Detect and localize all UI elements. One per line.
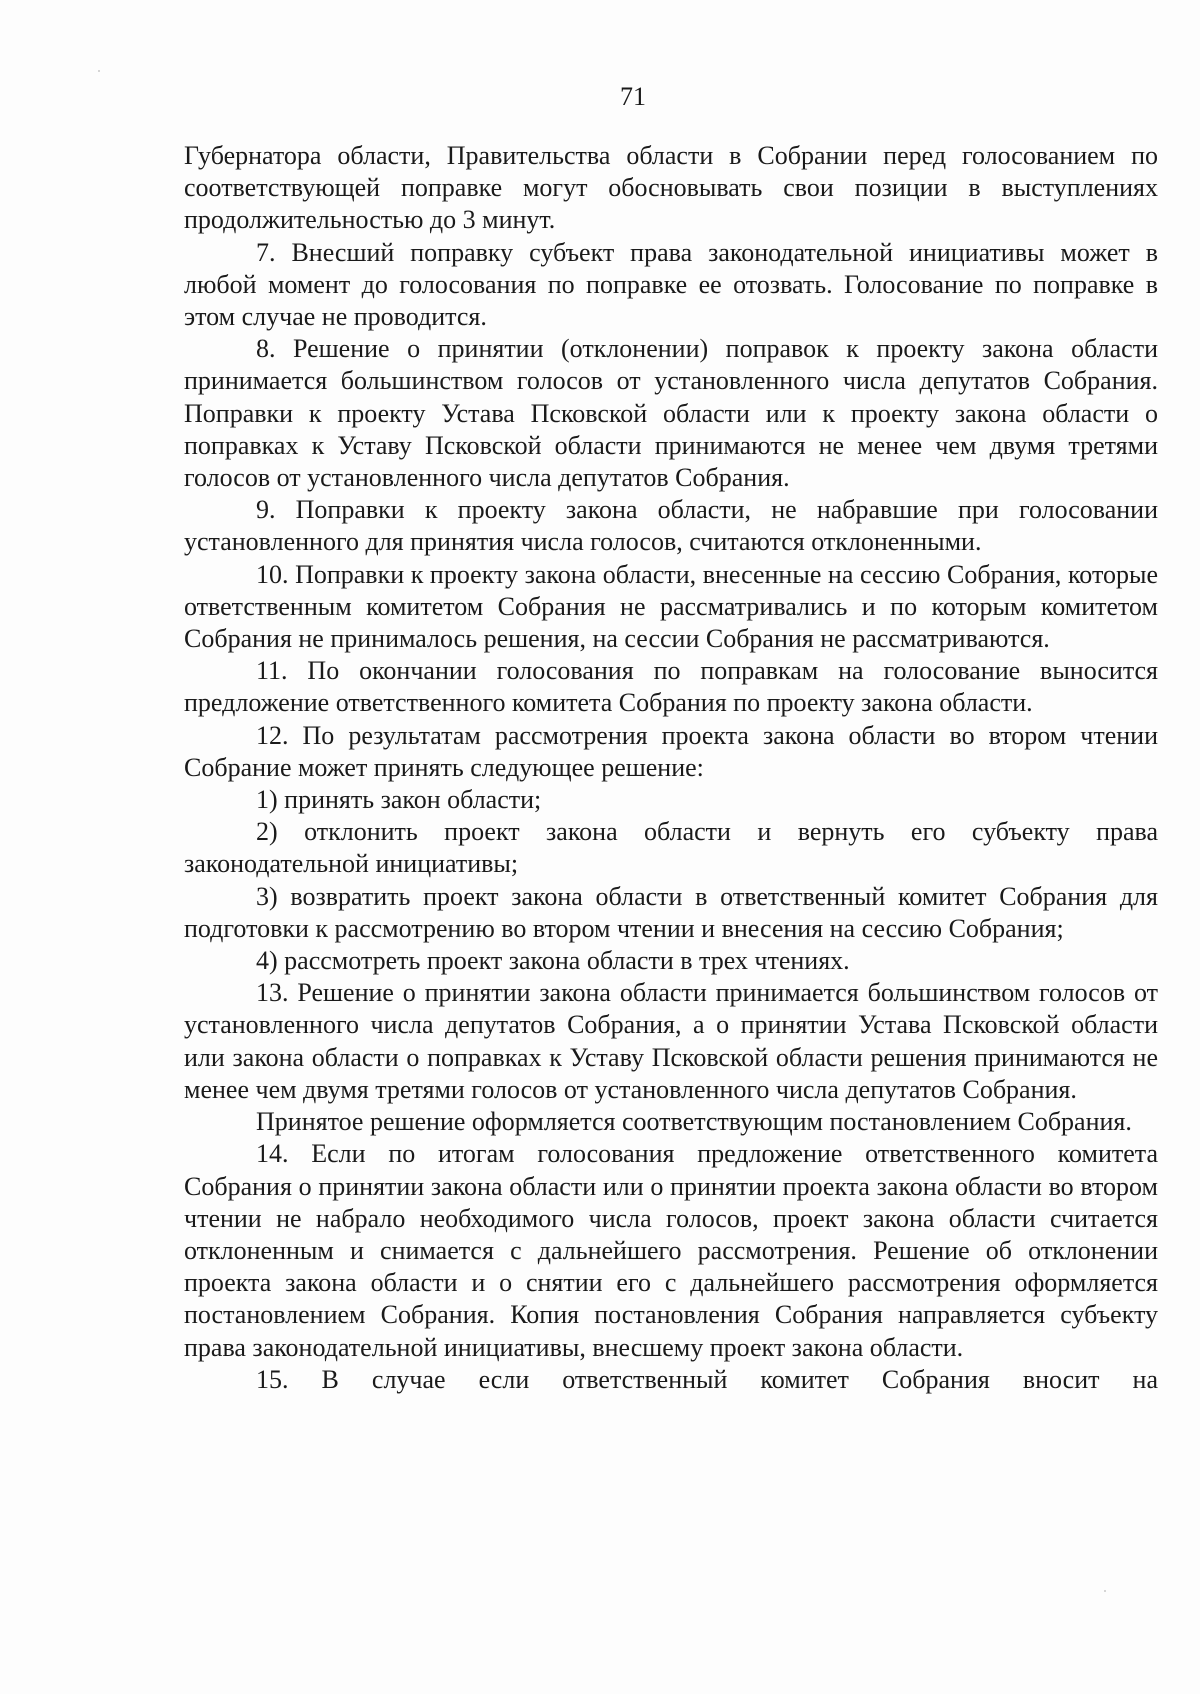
paragraph-item-13: 13. Решение о принятии закона области принимается большинством голосов от установленного числа депутатов Собрания, а о принятии Устава Псковской области или закона области о поправках к Уставу Псковской области решения принимаются не менее чем двумя третями голосов от установленного числа депутатов Собрания.	[184, 978, 1158, 1104]
subitem-3: 3) возвратить проект закона области в ответственный комитет Собрания для подготовки к рассмотрению во втором чтении и внесения на сессию Собрания;	[184, 881, 1158, 943]
paragraph-item-14: 14. Если по итогам голосования предложение ответственного комитета Собрания о принятии закона области или о принятии проекта закона области во втором чтении не набрало необходимого числа голосов, проект закона области считается отклоненным и снимается с дальнейшего рассмотрения. Решение об отклонении проекта закона области и о снятии его с дальнейшего рассмотрения оформляется постановлением Собрания. Копия постановления Собрания направляется субъекту права законодательной инициативы, внесшему проект закона области.	[184, 1139, 1158, 1362]
paragraph-item-8: 8. Решение о принятии (отклонении) поправок к проекту закона области принимается большинством голосов от установленного числа депутатов Собрания. Поправки к проекту Устава Псковской области или к проекту закона области о поправках к Уставу Псковской области принимаются не менее чем двумя третями голосов от установленного числа депутатов Собрания.	[184, 334, 1158, 493]
document-body	[184, 140, 1158, 1396]
paragraph-item-11: 11. По окончании голосования по поправкам на голосование выносится предложение ответственного комитета Собрания по проекту закона области.	[184, 656, 1158, 718]
paragraph-item-9: 9. Поправки к проекту закона области, не набравшие при голосовании установленного для принятия числа голосов, считаются отклоненными.	[184, 495, 1158, 557]
paragraph-item-10: 10. Поправки к проекту закона области, внесенные на сессию Собрания, которые ответственным комитетом Собрания не рассматривались и по которым комитетом Собрания не принималось решения, на сессии Собрания не рассматриваются.	[184, 559, 1158, 654]
paragraph-item-15: 15. В случае если ответственный комитет Собрания вносит на	[256, 1364, 1158, 1394]
page-number: 71	[620, 82, 646, 111]
paragraph-decision-note: Принятое решение оформляется соответствующим постановлением Собрания.	[256, 1107, 1132, 1137]
subitem-4: 4) рассмотреть проект закона области в трех чтениях.	[256, 946, 850, 976]
paragraph-item-7: 7. Внесший поправку субъект права законодательной инициативы может в любой момент до голосования по поправке ее отозвать. Голосование по поправке в этом случае не проводится.	[184, 237, 1158, 332]
subitem-2: 2) отклонить проект закона области и вернуть его субъекту права законодательной инициативы;	[184, 817, 1158, 879]
scan-speck	[1104, 1590, 1106, 1592]
subitem-1: 1) принять закон области;	[256, 785, 542, 815]
scan-speck	[98, 70, 100, 72]
paragraph-item-12: 12. По результатам рассмотрения проекта закона области во втором чтении Собрание может принять следующее решение:	[184, 720, 1158, 782]
paragraph-continuation: Губернатора области, Правительства области в Собрании перед голосованием по соответствующей поправке могут обосновывать свои позиции в выступлениях продолжительностью до 3 минут.	[184, 141, 1158, 235]
